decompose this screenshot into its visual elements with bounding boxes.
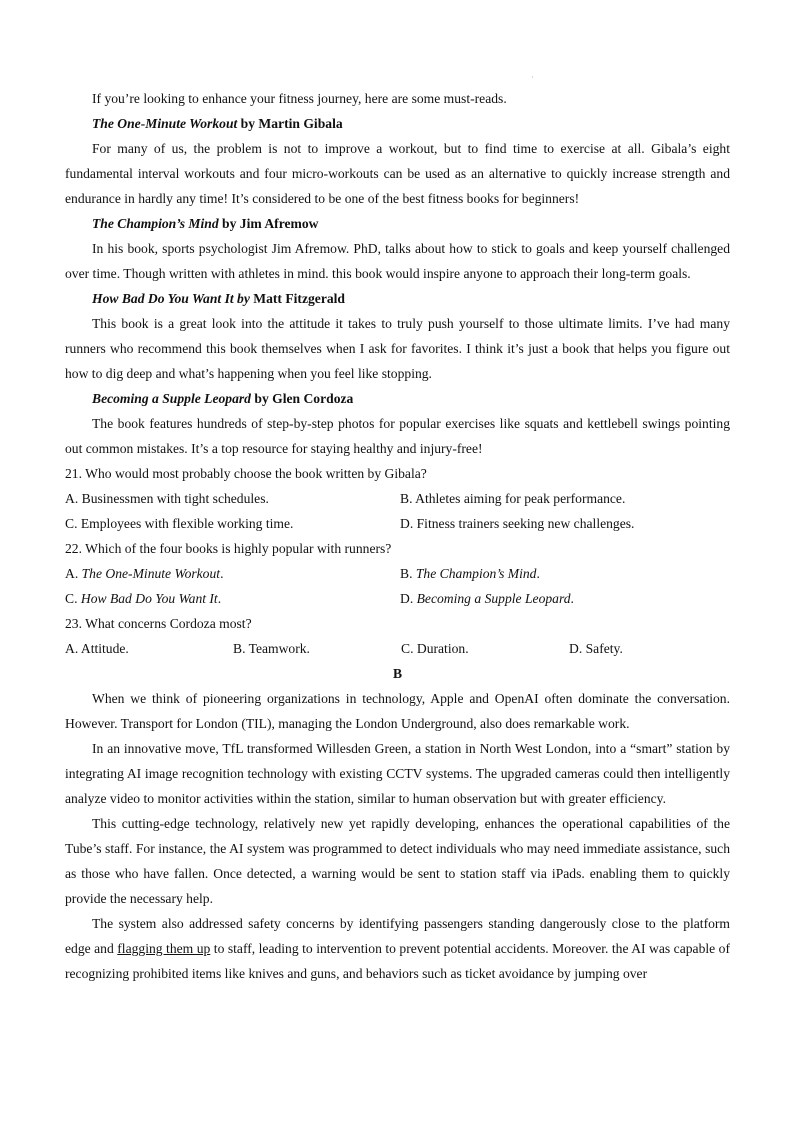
book-description-3: This book is a great look into the attitude it takes to truly push yourself to those ultimate limits. I’ve had many runners who recommend this book themselves when I ask for favorites. I think it’s just a book that helps you figure out how to dig deep and what’s happening when you feel like stopping.: [65, 316, 730, 381]
option-a: [65, 636, 233, 661]
book-author: by Glen Cordoza: [250, 391, 354, 406]
section-b-paragraph-3: This cutting-edge technology, relatively new yet rapidly developing, enhances the operational capabilities of the Tube’s staff. For instance, the AI system was programmed to detect individuals who may need immediate assistance, such as those who have fallen. Once detected, a warning would be sent to station staff via iPads. enabling them to quickly provide the necessary help.: [65, 816, 730, 906]
option-text: Teamwork.: [248, 641, 310, 656]
question-21-stem: 21. Who would most probably choose the book written by Gibala?: [65, 466, 427, 481]
option-letter: A.: [65, 566, 82, 581]
option-letter: D.: [400, 591, 417, 606]
option-text: Safety.: [585, 641, 623, 656]
section-b-paragraph-2: In an innovative move, TfL transformed Willesden Green, a station in North West London, into a “smart” station by integrating AI image recognition technology with existing CCTV systems. The upgraded cameras could then intelligently analyze video to monitor activities within the station, similar to human observation but with greater efficiency.: [65, 741, 730, 806]
book-description-2: In his book, sports psychologist Jim Afremow. PhD, talks about how to stick to goals and keep yourself challenged over time. Though written with athletes in mind. this book would inspire anyone to approach their long-term goals.: [65, 241, 730, 281]
intro-paragraph: If you’re looking to enhance your fitness journey, here are some must-reads.: [92, 91, 507, 106]
book-heading-3: [65, 286, 730, 311]
option-text: Attitude.: [80, 641, 129, 656]
document-page: [65, 86, 730, 986]
option-text: Duration.: [416, 641, 469, 656]
book-title: Becoming a Supple Leopard: [92, 391, 251, 406]
option-text: How Bad Do You Want It: [80, 591, 218, 606]
question-22-options-row-1: [65, 561, 730, 586]
stray-mark: ·: [531, 73, 534, 82]
book-author: Matt Fitzgerald: [249, 291, 345, 306]
paragraph-text: The system also addressed safety concerns by identifying passengers standing dangerously close to the platform edge and: [65, 916, 730, 956]
book-title: The One-Minute Workout: [92, 116, 238, 131]
underlined-phrase: flagging them up: [117, 941, 211, 956]
book-description-1: For many of us, the problem is not to improve a workout, but to find time to exercise at all. Gibala’s eight fundamental interval workouts and four micro-workouts can be used as an alternative to quickly increase strength and endurance in hardly any time! It’s considered to be one of the best fitness books for beginners!: [65, 141, 730, 206]
question-21-options-row-2: [65, 511, 730, 536]
option-period: .: [570, 591, 574, 606]
book-author: by Jim Afremow: [218, 216, 319, 231]
option-b: [400, 486, 625, 511]
section-b-heading: B: [392, 666, 403, 681]
option-period: .: [536, 566, 540, 581]
option-b: [400, 561, 540, 586]
book-heading-1: [65, 111, 730, 136]
option-letter: B.: [400, 491, 416, 506]
option-letter: A.: [65, 641, 81, 656]
option-text: Businessmen with tight schedules.: [81, 491, 269, 506]
option-text: Employees with flexible working time.: [80, 516, 294, 531]
option-text: Becoming a Supple Leopard: [416, 591, 571, 606]
option-c: [65, 586, 400, 611]
option-c: [65, 511, 400, 536]
option-letter: B.: [400, 566, 416, 581]
section-b-paragraph-4: [65, 911, 730, 986]
book-heading-4: [65, 386, 730, 411]
option-text: The Champion’s Mind: [415, 566, 537, 581]
paragraph-text: to staff, leading to intervention to prevent potential accidents. Moreover. the AI was capable of recognizing prohibited items like knives and guns, and behaviors such as ticket avoidance by jumping over: [65, 941, 730, 981]
option-b: [233, 636, 401, 661]
option-letter: C.: [65, 516, 81, 531]
option-text: Fitness trainers seeking new challenges.: [416, 516, 635, 531]
option-letter: D.: [400, 516, 417, 531]
option-d: [400, 511, 634, 536]
option-letter: B.: [233, 641, 249, 656]
option-d: [569, 636, 623, 661]
section-b-paragraph-1: When we think of pioneering organizations in technology, Apple and OpenAI often dominate the conversation. However. Transport for London (TIL), managing the London Underground, also does remarkable work.: [65, 691, 730, 731]
book-heading-2: [65, 211, 730, 236]
option-letter: D.: [569, 641, 586, 656]
option-a: [65, 486, 400, 511]
option-letter: C.: [65, 591, 81, 606]
book-author: by Martin Gibala: [237, 116, 343, 131]
option-text: The One-Minute Workout: [81, 566, 221, 581]
book-title: The Champion’s Mind: [92, 216, 219, 231]
option-d: [400, 586, 574, 611]
option-letter: A.: [65, 491, 82, 506]
option-period: .: [217, 591, 222, 606]
book-description-4: The book features hundreds of step-by-step photos for popular exercises like squats and kettlebell swings pointing out common mistakes. It’s a top resource for staying healthy and injury-free!: [65, 416, 730, 456]
option-c: [401, 636, 569, 661]
question-22-stem: 22. Which of the four books is highly popular with runners?: [65, 541, 392, 556]
option-letter: C.: [401, 641, 417, 656]
question-23-options-row: [65, 636, 730, 661]
option-a: [65, 561, 400, 586]
option-text: Athletes aiming for peak performance.: [415, 491, 626, 506]
question-21-options-row-1: [65, 486, 730, 511]
question-23-stem: 23. What concerns Cordoza most?: [65, 616, 252, 631]
option-period: .: [220, 566, 224, 581]
book-title: How Bad Do You Want It by: [92, 291, 250, 306]
question-22-options-row-2: [65, 586, 730, 611]
